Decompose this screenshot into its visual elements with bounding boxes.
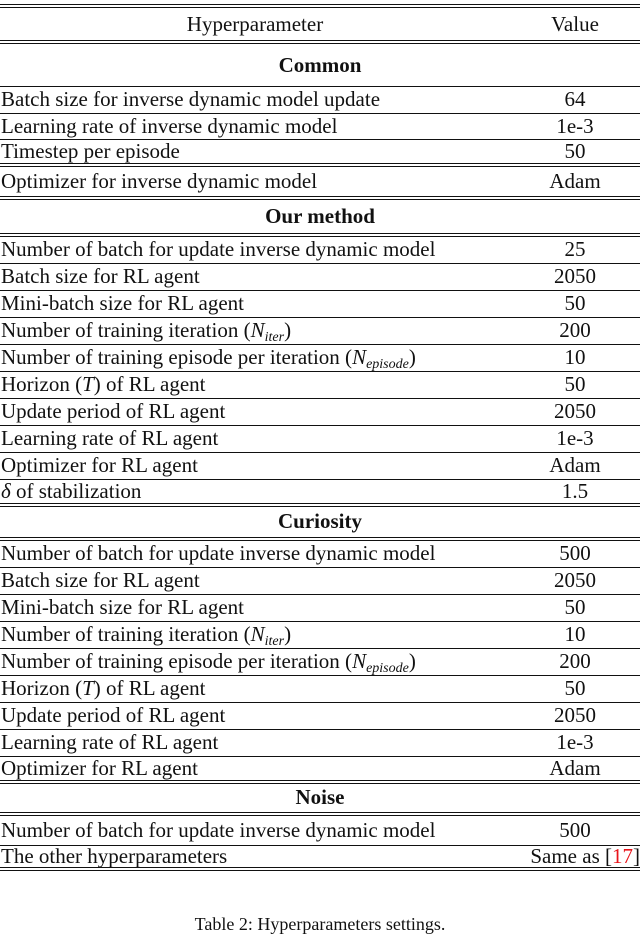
param-math-subscript: episode	[366, 357, 409, 372]
param-name	[0, 113, 510, 138]
param-value	[510, 624, 640, 645]
param-name	[0, 705, 510, 726]
value-text: 50	[564, 595, 586, 619]
param-math-symbol: N	[352, 649, 367, 673]
param-value	[510, 347, 640, 368]
header-hyperparameter: Hyperparameter	[186, 11, 324, 36]
param-name	[0, 401, 510, 422]
table-row	[0, 676, 640, 703]
param-value	[510, 168, 640, 193]
param-name	[0, 570, 510, 591]
param-math-symbol: N	[352, 345, 367, 369]
param-name	[0, 755, 510, 780]
value-text: 10	[564, 345, 586, 369]
table-row	[0, 426, 640, 453]
param-name	[0, 239, 510, 260]
param-text: Horizon (	[1, 676, 83, 700]
value-text: Same as [	[530, 843, 612, 868]
param-text-suffix: )	[284, 622, 292, 646]
param-value	[510, 597, 640, 618]
param-name	[0, 649, 510, 676]
param-value	[510, 705, 640, 726]
section-title-curiosity: Curiosity	[0, 507, 640, 541]
param-text: Learning rate of RL agent	[1, 730, 219, 754]
table-row	[0, 730, 640, 757]
param-value	[510, 755, 640, 780]
param-value	[510, 478, 640, 503]
table-header	[0, 8, 640, 44]
param-name	[0, 597, 510, 618]
table-row	[0, 237, 640, 264]
table-row	[0, 816, 640, 846]
param-text: Optimizer for RL agent	[1, 453, 198, 477]
param-name	[0, 138, 510, 163]
param-name	[0, 168, 510, 193]
param-value	[510, 293, 640, 314]
table-row	[0, 167, 640, 200]
param-value	[510, 113, 640, 138]
param-name	[0, 543, 510, 564]
table-caption: Table 2: Hyperparameters settings.	[194, 914, 446, 934]
table-row	[0, 541, 640, 568]
citation-link[interactable]: 17	[612, 843, 633, 868]
param-text: Learning rate of RL agent	[1, 426, 219, 450]
table-row	[0, 291, 640, 318]
param-name	[0, 678, 510, 699]
param-text: Timestep per episode	[1, 138, 180, 163]
param-text: Batch size for RL agent	[1, 568, 200, 592]
value-text: 500	[559, 541, 591, 565]
value-text: 50	[564, 676, 586, 700]
param-name	[0, 345, 510, 372]
param-text: Horizon (	[1, 372, 83, 396]
value-text: 1e-3	[556, 113, 594, 138]
table-row	[0, 140, 640, 167]
param-text: Optimizer for RL agent	[1, 755, 198, 780]
header-value: Value	[551, 11, 599, 36]
value-text: 1e-3	[556, 426, 594, 450]
param-text: Update period of RL agent	[1, 399, 226, 423]
param-name	[0, 455, 510, 476]
param-value	[510, 239, 640, 260]
table-row	[0, 843, 640, 871]
param-name	[0, 318, 510, 345]
param-text: The other hyperparameters	[1, 843, 228, 868]
param-text: Number of training iteration (	[1, 622, 251, 646]
param-text-suffix: )	[284, 318, 292, 342]
param-name	[0, 374, 510, 395]
param-name	[0, 478, 510, 503]
section-title-noise: Noise	[0, 784, 640, 816]
param-math-symbol: T	[82, 372, 94, 396]
param-value	[510, 678, 640, 699]
param-math-symbol: N	[250, 318, 265, 342]
value-text: 500	[559, 817, 591, 842]
table-row	[0, 345, 640, 372]
value-text: Adam	[549, 168, 601, 193]
param-text: Mini-batch size for RL agent	[1, 291, 244, 315]
param-value	[510, 455, 640, 476]
table-row	[0, 453, 640, 480]
value-text: 200	[559, 318, 591, 342]
param-text: Update period of RL agent	[1, 703, 226, 727]
param-name	[0, 266, 510, 287]
param-math-subscript: episode	[366, 661, 409, 676]
param-value	[510, 374, 640, 395]
param-math-symbol: T	[82, 676, 94, 700]
value-text: 50	[564, 372, 586, 396]
param-text: Number of batch for update inverse dynamic model	[1, 817, 436, 842]
value-text: 1e-3	[556, 730, 594, 754]
param-text: Mini-batch size for RL agent	[1, 595, 244, 619]
table-row	[0, 703, 640, 730]
param-text: Batch size for RL agent	[1, 264, 200, 288]
param-text: Number of training iteration (	[1, 318, 251, 342]
value-text: 1.5	[561, 478, 589, 503]
param-text-suffix: of stabilization	[10, 478, 142, 503]
value-text: 25	[564, 237, 586, 261]
param-value	[510, 732, 640, 753]
param-text: Number of training episode per iteration (	[1, 345, 353, 369]
table-row	[0, 595, 640, 622]
param-math-subscript: iter	[264, 330, 285, 345]
param-value	[510, 543, 640, 564]
table-row	[0, 264, 640, 291]
param-text: Optimizer for inverse dynamic model	[1, 168, 318, 193]
param-value	[510, 138, 640, 163]
param-value	[510, 401, 640, 422]
param-name	[0, 293, 510, 314]
param-math-subscript: iter	[264, 634, 285, 649]
table-row	[0, 649, 640, 676]
table-row	[0, 372, 640, 399]
value-text: 2050	[554, 399, 596, 423]
param-text: Number of batch for update inverse dynamic model	[1, 237, 436, 261]
value-text: Adam	[549, 453, 601, 477]
value-text: 200	[559, 649, 591, 673]
param-name	[0, 89, 510, 110]
table-row	[0, 622, 640, 649]
param-text: Learning rate of inverse dynamic model	[1, 113, 338, 138]
value-text: 2050	[554, 703, 596, 727]
param-value	[510, 570, 640, 591]
value-text: 10	[564, 622, 586, 646]
param-text-suffix: )	[408, 345, 416, 369]
param-math-symbol: δ	[1, 478, 11, 503]
param-value	[510, 843, 640, 868]
param-value	[510, 89, 640, 110]
value-text: 2050	[554, 568, 596, 592]
section-title-common: Common	[0, 44, 640, 87]
param-text: Batch size for inverse dynamic model update	[1, 87, 381, 112]
param-value	[510, 320, 640, 341]
value-text: 50	[564, 291, 586, 315]
table-row	[0, 87, 640, 114]
value-text: 2050	[554, 264, 596, 288]
table-row	[0, 757, 640, 784]
table-row	[0, 318, 640, 345]
param-math-symbol: N	[250, 622, 265, 646]
param-text-suffix: )	[408, 649, 416, 673]
param-value	[510, 428, 640, 449]
param-name	[0, 843, 510, 868]
param-name	[0, 817, 510, 842]
param-name	[0, 428, 510, 449]
param-name	[0, 622, 510, 649]
section-title-our-method: Our method	[0, 200, 640, 237]
value-text: 64	[564, 87, 586, 112]
param-text: Number of batch for update inverse dynamic model	[1, 541, 436, 565]
hyperparameter-table	[0, 4, 640, 871]
table-row	[0, 568, 640, 595]
param-value	[510, 651, 640, 672]
table-row	[0, 480, 640, 507]
param-text-suffix: ) of RL agent	[93, 372, 206, 396]
param-text: Number of training episode per iteration (	[1, 649, 353, 673]
param-name	[0, 732, 510, 753]
value-text-suffix: ]	[633, 843, 640, 868]
param-value	[510, 817, 640, 842]
table-row	[0, 399, 640, 426]
param-value	[510, 266, 640, 287]
table-row	[0, 114, 640, 141]
value-text: Adam	[549, 755, 601, 780]
param-text-suffix: ) of RL agent	[93, 676, 206, 700]
value-text: 50	[564, 138, 586, 163]
